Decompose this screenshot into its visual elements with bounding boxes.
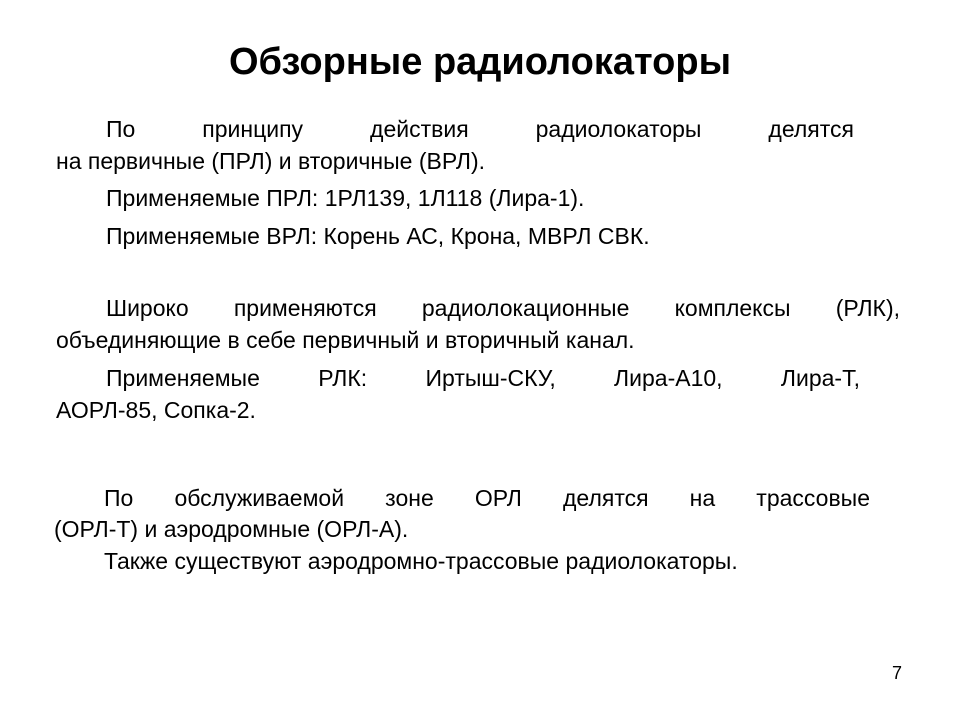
text-line: (ОРЛ-Т) и аэродромные (ОРЛ-А). xyxy=(54,516,409,542)
text-line: Широко применяются радиолокационные комплексы (РЛК), xyxy=(106,295,900,321)
text-line: По принципу действия радиолокаторы делятся xyxy=(106,116,854,142)
text-line: на первичные (ПРЛ) и вторичные (ВРЛ). xyxy=(56,148,486,174)
paragraph-vrl-list: Применяемые ВРЛ: Корень АС, Крона, МВРЛ СВК. xyxy=(106,223,650,249)
slide-title: Обзорные радиолокаторы xyxy=(228,41,732,83)
text-line: По обслуживаемой зоне ОРЛ делятся на трассовые xyxy=(104,485,870,511)
page-number: 7 xyxy=(891,663,902,683)
text-line: объединяющие в себе первичный и вторичный канал. xyxy=(56,327,635,353)
text-line: Применяемые РЛК: Иртыш-СКУ, Лира-А10, Лира-Т, xyxy=(106,365,860,391)
text-line: АОРЛ-85, Сопка-2. xyxy=(56,397,256,423)
paragraph-orl-combined: Также существуют аэродромно-трассовые радиолокаторы. xyxy=(104,548,738,574)
paragraph-prl-list: Применяемые ПРЛ: 1РЛ139, 1Л118 (Лира-1). xyxy=(106,185,585,211)
